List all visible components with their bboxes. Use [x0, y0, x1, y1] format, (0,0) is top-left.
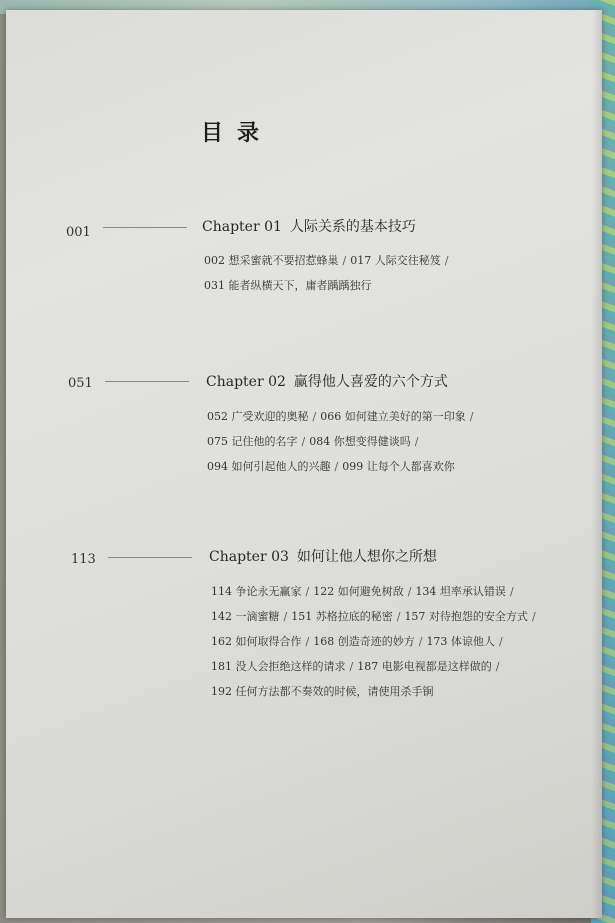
toc-entry[interactable]: 181 没人会拒绝这样的请求	[211, 660, 346, 673]
toc-entry[interactable]: 094 如何引起他人的兴趣	[207, 460, 331, 473]
chapter-page-number: 113	[71, 552, 96, 567]
toc-entry[interactable]: 017 人际交往秘笈	[350, 254, 441, 267]
toc-entry[interactable]: 052 广受欢迎的奥秘	[207, 410, 309, 423]
entry-line: 052 广受欢迎的奥秘 / 066 如何建立美好的第一印象 /	[207, 410, 474, 423]
chapter-title: 人际关系的基本技巧	[289, 219, 416, 235]
entry-line: 142 一滴蜜糖 / 151 苏格拉底的秘密 / 157 对待抱怨的安全方式 /	[211, 610, 536, 623]
toc-entry[interactable]: 114 争论永无赢家	[211, 585, 302, 598]
chapter-entries	[211, 579, 540, 704]
chapter-leader-rule	[103, 227, 187, 228]
toc-entry[interactable]: 099 让每个人都喜欢你	[342, 460, 455, 473]
entry-line	[211, 679, 540, 704]
entry-line: 075 记住他的名字 / 084 你想变得健谈吗 /	[207, 435, 419, 448]
chapter-title: 如何让他人想你之所想	[296, 549, 437, 565]
toc-entry[interactable]: 075 记住他的名字	[207, 435, 298, 448]
chapter-entries	[207, 404, 477, 479]
toc-entry[interactable]: 134 坦率承认错误	[415, 585, 506, 598]
chapter-leader-rule	[105, 381, 189, 382]
toc-entry[interactable]: 168 创造奇迹的妙方	[313, 635, 415, 648]
toc-entry[interactable]: 151 苏格拉底的秘密	[291, 610, 393, 623]
toc-title: 目录	[201, 121, 274, 146]
toc-entry[interactable]: 192 任何方法都不奏效的时候，请使用杀手锏	[211, 685, 434, 698]
toc-entry[interactable]: 122 如何避免树敌	[313, 585, 404, 598]
book-page	[6, 10, 602, 918]
toc-entry[interactable]: 157 对待抱怨的安全方式	[404, 610, 528, 623]
entry-line: 162 如何取得合作 / 168 创造奇迹的妙方 / 173 体谅他人 /	[211, 635, 503, 648]
toc-entry[interactable]: 173 体谅他人	[426, 635, 495, 648]
chapter-title: 赢得他人喜爱的六个方式	[293, 374, 448, 390]
chapter-page-number: 051	[68, 376, 93, 391]
toc-entry[interactable]: 084 你想变得健谈吗	[309, 435, 411, 448]
chapter-heading	[209, 546, 437, 566]
entry-line	[204, 273, 452, 298]
chapter-heading	[202, 216, 416, 236]
chapter-leader-rule	[108, 557, 192, 558]
toc-entry[interactable]: 162 如何取得合作	[211, 635, 302, 648]
entry-line: 094 如何引起他人的兴趣 / 099 让每个人都喜欢你	[207, 460, 455, 473]
chapter-entries	[204, 248, 452, 298]
toc-entry[interactable]: 002 想采蜜就不要招惹蜂巢	[204, 254, 339, 267]
chapter-number: Chapter 03	[209, 549, 289, 565]
page-edge-shadow	[592, 10, 602, 918]
entry-line: 002 想采蜜就不要招惹蜂巢 / 017 人际交往秘笈 /	[204, 254, 449, 267]
chapter-heading	[206, 371, 448, 391]
toc-entry[interactable]: 142 一滴蜜糖	[211, 610, 280, 623]
entry-line: 181 没人会拒绝这样的请求 / 187 电影电视都是这样做的 /	[211, 660, 500, 673]
chapter-page-number: 001	[66, 225, 91, 240]
entry-line: 114 争论永无赢家 / 122 如何避免树敌 / 134 坦率承认错误 /	[211, 585, 514, 598]
chapter-number: Chapter 02	[206, 374, 286, 390]
toc-entry[interactable]: 187 电影电视都是这样做的	[357, 660, 492, 673]
toc-entry[interactable]: 031 能者纵横天下，庸者踽踽独行	[204, 279, 372, 292]
toc-entry[interactable]: 066 如何建立美好的第一印象	[320, 410, 466, 423]
chapter-number: Chapter 01	[202, 219, 282, 235]
